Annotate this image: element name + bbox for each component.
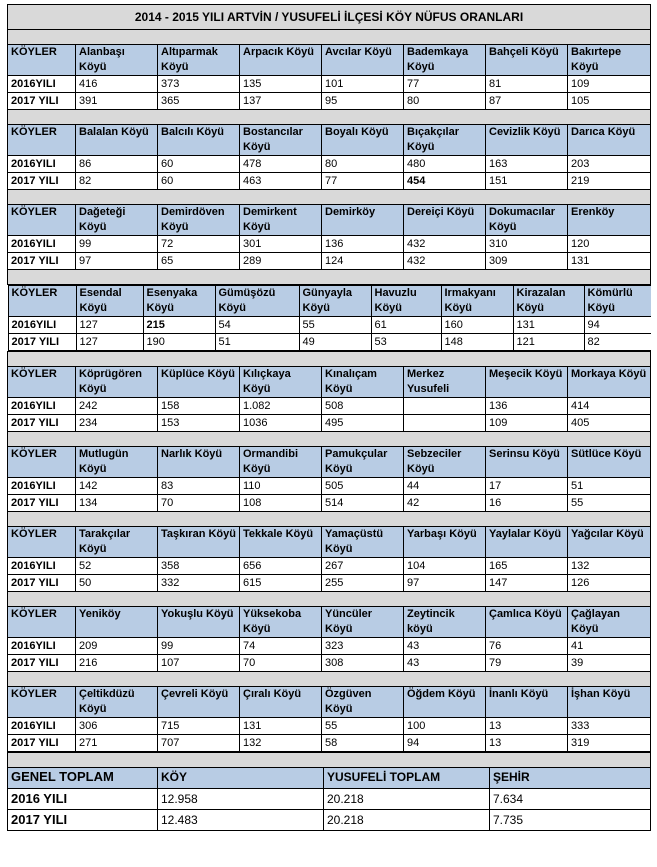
village-header-row [8,687,651,718]
year-row-2017 [8,334,651,351]
separator-row [8,432,651,447]
population-value: 163 [486,156,568,173]
row-label: 2017 YILI [8,575,76,592]
summary-year-label: 2016 YILI [8,789,158,810]
village-name: Kömürlü Köyü [584,286,651,317]
population-value: 323 [322,638,404,655]
row-label: 2016YILI [8,718,76,735]
population-value: 454 [404,173,486,190]
separator-row [8,753,651,768]
village-header-row [8,447,651,478]
village-name: Kirazalan Köyü [513,286,584,317]
population-value: 99 [158,638,240,655]
population-value: 1036 [240,415,322,432]
population-value: 127 [76,334,143,351]
village-name: Mutlugün Köyü [76,447,158,478]
population-value: 58 [322,735,404,752]
population-value: 51 [215,334,299,351]
year-row-2016 [8,156,651,173]
village-name: Sebzeciler Köyü [404,447,486,478]
population-value: 151 [486,173,568,190]
village-name: Kınalıçam Köyü [322,367,404,398]
village-header-row [8,286,651,317]
row-label: 2017 YILI [8,253,76,270]
population-value: 215 [143,317,215,334]
village-name: Dokumacılar Köyü [486,205,568,236]
population-value: 13 [486,735,568,752]
population-value: 50 [76,575,158,592]
population-value: 165 [486,558,568,575]
year-row-2017 [8,253,651,270]
summary-col-ilce: YUSUFELİ TOPLAM [324,768,490,789]
village-header-row [8,367,651,398]
population-value: 97 [404,575,486,592]
village-name: Esenyaka Köyü [143,286,215,317]
population-value: 44 [404,478,486,495]
village-name: Esendal Köyü [76,286,143,317]
population-value: 94 [404,735,486,752]
population-value: 77 [322,173,404,190]
population-table [7,4,650,831]
separator-row [8,512,651,527]
summary-koy-value: 12.958 [158,789,324,810]
population-value: 127 [76,317,143,334]
village-name: Taşkıran Köyü [158,527,240,558]
village-name: Özgüven Köyü [322,687,404,718]
row-label: KÖYLER [8,205,76,236]
separator-row [8,110,651,125]
population-value: 43 [404,638,486,655]
population-value: 80 [322,156,404,173]
row-label: 2017 YILI [8,735,76,752]
population-value: 17 [486,478,568,495]
block-eight-wrapper [8,285,651,352]
population-value [404,415,486,432]
population-value: 333 [568,718,651,735]
summary-sehir-value: 7.735 [490,810,651,831]
village-name: Dereiçi Köyü [404,205,486,236]
row-label: KÖYLER [8,286,76,317]
population-value: 77 [404,76,486,93]
population-value: 82 [584,334,651,351]
village-name: İşhan Köyü [568,687,651,718]
population-value: 82 [76,173,158,190]
population-value: 100 [404,718,486,735]
population-value: 53 [371,334,441,351]
row-label: KÖYLER [8,367,76,398]
year-row-2017 [8,415,651,432]
population-value: 135 [240,76,322,93]
population-value: 39 [568,655,651,672]
population-value: 147 [486,575,568,592]
village-name: Narlık Köyü [158,447,240,478]
population-value: 55 [568,495,651,512]
village-name: Meşecik Köyü [486,367,568,398]
row-label: 2017 YILI [8,93,76,110]
population-value: 478 [240,156,322,173]
separator-row [8,30,651,45]
village-name: Küplüce Köyü [158,367,240,398]
village-name: Arpacık Köyü [240,45,322,76]
population-value: 70 [240,655,322,672]
population-value: 234 [76,415,158,432]
village-name: Köprügören Köyü [76,367,158,398]
village-header-row [8,527,651,558]
population-value: 615 [240,575,322,592]
population-value: 656 [240,558,322,575]
row-label: 2016YILI [8,398,76,415]
population-value: 373 [158,76,240,93]
population-value: 55 [299,317,371,334]
population-value: 60 [158,156,240,173]
row-label: 2016YILI [8,478,76,495]
village-header-row [8,45,651,76]
population-value: 365 [158,93,240,110]
population-value: 60 [158,173,240,190]
village-name: Yamaçüstü Köyü [322,527,404,558]
population-value: 142 [76,478,158,495]
row-label: 2016YILI [8,236,76,253]
population-value: 61 [371,317,441,334]
population-value: 124 [322,253,404,270]
year-row-2017 [8,575,651,592]
population-value: 109 [568,76,651,93]
summary-sehir-value: 7.634 [490,789,651,810]
summary-label: GENEL TOPLAM [8,768,158,789]
population-value: 107 [158,655,240,672]
village-name: Yaylalar Köyü [486,527,568,558]
village-header-row [8,125,651,156]
population-value: 495 [322,415,404,432]
row-label: 2016YILI [8,156,76,173]
village-name: Yeniköy [76,607,158,638]
population-value: 80 [404,93,486,110]
village-name: Irmakyanı Köyü [441,286,513,317]
summary-row-2017 [8,810,651,831]
population-value: 79 [486,655,568,672]
row-label: 2017 YILI [8,415,76,432]
village-block [8,285,651,351]
row-label: 2016YILI [8,317,76,334]
village-name: Boyalı Köyü [322,125,404,156]
summary-row-2016 [8,789,651,810]
population-value: 97 [76,253,158,270]
village-name: Çağlayan Köyü [568,607,651,638]
year-row-2016 [8,317,651,334]
population-value: 55 [322,718,404,735]
year-row-2017 [8,495,651,512]
village-name: Yüncüler Köyü [322,607,404,638]
population-value: 104 [404,558,486,575]
population-value: 148 [441,334,513,351]
population-value: 416 [76,76,158,93]
population-value: 306 [76,718,158,735]
village-name: Ormandibi Köyü [240,447,322,478]
population-value: 52 [76,558,158,575]
village-name: Bostancılar Köyü [240,125,322,156]
population-value: 505 [322,478,404,495]
population-value: 137 [240,93,322,110]
title-row [8,5,651,30]
row-label: KÖYLER [8,687,76,718]
year-row-2017 [8,173,651,190]
separator-row [8,352,651,367]
village-name: Altıparmak Köyü [158,45,240,76]
population-value: 414 [568,398,651,415]
year-row-2017 [8,93,651,110]
population-value: 131 [240,718,322,735]
population-value: 289 [240,253,322,270]
summary-header-row [8,768,651,789]
population-value: 121 [513,334,584,351]
row-label: 2016YILI [8,638,76,655]
population-value: 242 [76,398,158,415]
population-value: 508 [322,398,404,415]
population-value: 132 [240,735,322,752]
year-row-2016 [8,236,651,253]
row-label: KÖYLER [8,607,76,638]
village-name: Yarbaşı Köyü [404,527,486,558]
village-name: Alanbaşı Köyü [76,45,158,76]
village-name: İnanlı Köyü [486,687,568,718]
village-name: Gümüşözü Köyü [215,286,299,317]
population-value: 49 [299,334,371,351]
village-name: Günyayla Köyü [299,286,371,317]
population-value: 72 [158,236,240,253]
summary-table [7,752,651,831]
village-name: Bademkaya Köyü [404,45,486,76]
village-name: Çamlıca Köyü [486,607,568,638]
population-value: 136 [486,398,568,415]
population-value: 319 [568,735,651,752]
population-value: 332 [158,575,240,592]
village-name: Serinsu Köyü [486,447,568,478]
row-label: 2017 YILI [8,334,76,351]
summary-koy-value: 12.483 [158,810,324,831]
separator-row [8,190,651,205]
population-value: 432 [404,253,486,270]
population-value: 87 [486,93,568,110]
population-value: 74 [240,638,322,655]
population-value: 54 [215,317,299,334]
row-label: KÖYLER [8,527,76,558]
population-value: 255 [322,575,404,592]
row-label: KÖYLER [8,447,76,478]
population-value: 190 [143,334,215,351]
year-row-2016 [8,718,651,735]
population-value: 134 [76,495,158,512]
separator-row [8,270,651,285]
row-label: 2017 YILI [8,655,76,672]
village-name: Erenköy [568,205,651,236]
village-name: Avcılar Köyü [322,45,404,76]
population-value: 51 [568,478,651,495]
year-row-2017 [8,735,651,752]
population-value: 1.082 [240,398,322,415]
row-label: 2016YILI [8,558,76,575]
main-table [7,4,651,752]
population-value: 131 [513,317,584,334]
population-value: 109 [486,415,568,432]
population-value: 480 [404,156,486,173]
summary-col-sehir: ŞEHİR [490,768,651,789]
population-value: 308 [322,655,404,672]
village-name: Çıralı Köyü [240,687,322,718]
village-name: Yağcılar Köyü [568,527,651,558]
year-row-2016 [8,398,651,415]
population-value: 309 [486,253,568,270]
population-value: 65 [158,253,240,270]
population-value: 203 [568,156,651,173]
population-value: 16 [486,495,568,512]
population-value: 81 [486,76,568,93]
village-name: Tekkale Köyü [240,527,322,558]
summary-col-koy: KÖY [158,768,324,789]
population-value: 153 [158,415,240,432]
population-value: 310 [486,236,568,253]
table-title: 2014 - 2015 YILI ARTVİN / YUSUFELİ İLÇESİ KÖY NÜFUS ORANLARI [8,5,651,30]
population-value [404,398,486,415]
village-header-row [8,607,651,638]
village-name: Çevreli Köyü [158,687,240,718]
population-value: 108 [240,495,322,512]
village-name: Cevizlik Köyü [486,125,568,156]
population-value: 126 [568,575,651,592]
village-name: Öğdem Köyü [404,687,486,718]
row-label: 2017 YILI [8,173,76,190]
village-name: Darıca Köyü [568,125,651,156]
population-value: 358 [158,558,240,575]
population-value: 99 [76,236,158,253]
population-value: 160 [441,317,513,334]
separator-row [8,672,651,687]
population-value: 136 [322,236,404,253]
population-value: 42 [404,495,486,512]
population-value: 83 [158,478,240,495]
population-value: 13 [486,718,568,735]
population-value: 514 [322,495,404,512]
population-value: 267 [322,558,404,575]
village-name: Balalan Köyü [76,125,158,156]
village-name: Dağeteği Köyü [76,205,158,236]
village-name: Kılıçkaya Köyü [240,367,322,398]
population-value: 301 [240,236,322,253]
population-value: 132 [568,558,651,575]
population-value: 120 [568,236,651,253]
village-header-row [8,205,651,236]
population-value: 209 [76,638,158,655]
village-name: Demirdöven Köyü [158,205,240,236]
row-label: 2017 YILI [8,495,76,512]
year-row-2017 [8,655,651,672]
population-value: 105 [568,93,651,110]
village-name: Zeytincik köyü [404,607,486,638]
village-name: Demirköy [322,205,404,236]
row-label: KÖYLER [8,45,76,76]
village-name: Bahçeli Köyü [486,45,568,76]
village-name: Bıçakçılar Köyü [404,125,486,156]
population-value: 94 [584,317,651,334]
row-label: KÖYLER [8,125,76,156]
village-name: Çeltikdüzü Köyü [76,687,158,718]
row-label: 2016YILI [8,76,76,93]
population-value: 95 [322,93,404,110]
population-value: 271 [76,735,158,752]
year-row-2016 [8,638,651,655]
summary-year-label: 2017 YILI [8,810,158,831]
village-name: Merkez Yusufeli [404,367,486,398]
population-value: 432 [404,236,486,253]
population-value: 707 [158,735,240,752]
population-value: 391 [76,93,158,110]
village-name: Demirkent Köyü [240,205,322,236]
village-name: Balcılı Köyü [158,125,240,156]
population-value: 463 [240,173,322,190]
separator-row [8,592,651,607]
population-value: 101 [322,76,404,93]
population-value: 216 [76,655,158,672]
population-value: 70 [158,495,240,512]
village-name: Bakırtepe Köyü [568,45,651,76]
summary-ilce-value: 20.218 [324,789,490,810]
year-row-2016 [8,558,651,575]
population-value: 131 [568,253,651,270]
population-value: 41 [568,638,651,655]
population-value: 158 [158,398,240,415]
village-name: Tarakçılar Köyü [76,527,158,558]
year-row-2016 [8,478,651,495]
population-value: 715 [158,718,240,735]
population-value: 110 [240,478,322,495]
village-name: Havuzlu Köyü [371,286,441,317]
population-value: 76 [486,638,568,655]
year-row-2016 [8,76,651,93]
summary-ilce-value: 20.218 [324,810,490,831]
population-value: 43 [404,655,486,672]
village-name: Morkaya Köyü [568,367,651,398]
population-value: 86 [76,156,158,173]
village-name: Pamukçular Köyü [322,447,404,478]
population-value: 219 [568,173,651,190]
village-name: Yokuşlu Köyü [158,607,240,638]
village-name: Yüksekoba Köyü [240,607,322,638]
village-name: Sütlüce Köyü [568,447,651,478]
population-value: 405 [568,415,651,432]
